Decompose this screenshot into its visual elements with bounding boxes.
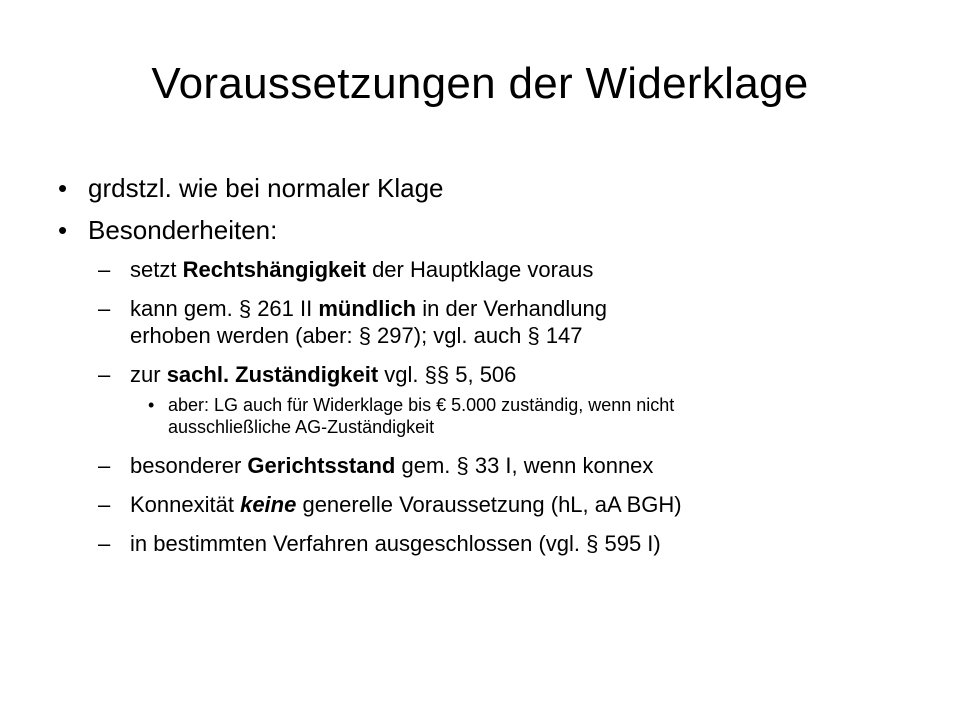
sub-sub-bullet-line1: aber: LG auch für Widerklage bis € 5.000 zuständig, wenn nicht <box>168 395 675 415</box>
sub-bullet-item <box>52 295 932 349</box>
bullet-marker: • <box>58 173 68 203</box>
bullet-marker: • <box>148 395 155 415</box>
bullet-marker: • <box>58 215 68 245</box>
sub-bullet-emphasis: sachl. Zuständigkeit <box>166 362 379 387</box>
sub-bullet-text: in bestimmten Verfahren ausgeschlossen (vgl. § 595 I) <box>130 531 661 556</box>
sub-bullet-item <box>52 530 932 557</box>
sub-bullet-list <box>52 256 932 557</box>
sub-bullet-text-pre: setzt <box>130 257 183 282</box>
sub-bullet-text-post: der Hauptklage voraus <box>365 257 594 282</box>
sub-bullet-item <box>52 452 932 479</box>
bullet-text: Besonderheiten: <box>88 215 278 245</box>
dash-marker: – <box>98 453 111 478</box>
sub-bullet-text-post: vgl. §§ 5, 506 <box>378 362 517 387</box>
dash-marker: – <box>98 531 111 556</box>
sub-bullet-text-pre: kann gem. § 261 II <box>130 296 319 321</box>
sub-bullet-emphasis: Rechtshängigkeit <box>182 257 366 282</box>
sub-bullet-item <box>52 256 932 283</box>
sub-bullet-text-post: gem. § 33 I, wenn konnex <box>395 453 654 478</box>
sub-bullet-emphasis: Gerichtsstand <box>247 453 396 478</box>
sub-bullet-text-line2: erhoben werden (aber: § 297); vgl. auch § 147 <box>130 323 583 348</box>
sub-bullet-item <box>52 491 932 518</box>
bullet-item <box>52 172 932 204</box>
dash-marker: – <box>98 492 111 517</box>
sub-sub-bullet-line2: ausschließliche AG-Zuständigkeit <box>168 417 435 437</box>
dash-marker: – <box>98 362 111 387</box>
sub-bullet-emphasis: mündlich <box>318 296 417 321</box>
bullet-item <box>52 214 932 246</box>
slide-title: Voraussetzungen der Widerklage <box>151 59 809 108</box>
sub-sub-bullet-item <box>52 394 932 438</box>
dash-marker: – <box>98 296 111 321</box>
sub-bullet-text-post: in der Verhandlung <box>416 296 607 321</box>
sub-bullet-text-post: generelle Voraussetzung (hL, aA BGH) <box>296 492 682 517</box>
sub-bullet-text-pre: besonderer <box>130 453 248 478</box>
sub-bullet-text-pre: zur <box>130 362 167 387</box>
sub-bullet-item <box>52 361 932 388</box>
sub-bullet-emphasis: keine <box>240 492 297 517</box>
slide-content <box>52 172 932 569</box>
sub-bullet-text-pre: Konnexität <box>130 492 241 517</box>
bullet-text: grdstzl. wie bei normaler Klage <box>88 173 444 203</box>
dash-marker: – <box>98 257 111 282</box>
